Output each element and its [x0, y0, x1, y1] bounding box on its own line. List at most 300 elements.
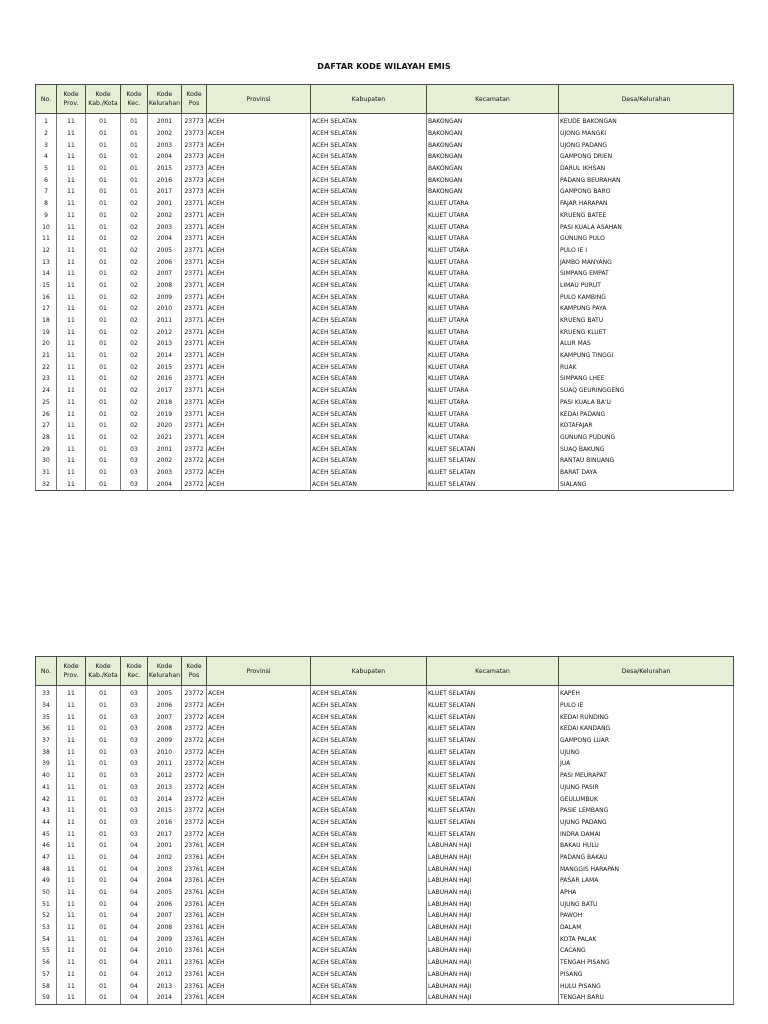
cell-kode-prov: 11: [57, 139, 86, 151]
cell-kode-kec: 01: [121, 174, 148, 186]
cell-kabupaten: ACEH SELATAN: [311, 174, 427, 186]
cell-kecamatan: LABUHAN HAJI: [427, 852, 559, 864]
cell-desa-kelurahan: GAMPONG BARO: [559, 186, 734, 198]
cell-kode-kelurahan: 2016: [148, 174, 182, 186]
cell-kecamatan: KLUET SELATAN: [427, 467, 559, 479]
cell-no: 23: [36, 373, 57, 385]
cell-kode-kelurahan: 2013: [148, 782, 182, 794]
cell-kode-pos: 23761: [182, 910, 207, 922]
cell-kecamatan: KLUET UTARA: [427, 385, 559, 397]
cell-kode-kec: 04: [121, 875, 148, 887]
cell-kode-pos: 23761: [182, 898, 207, 910]
table-row: [36, 723, 734, 735]
cell-kode-kab: 01: [86, 128, 121, 140]
cell-kode-kelurahan: 2007: [148, 910, 182, 922]
header-kode-kab: Kode Kab./Kota: [86, 85, 121, 114]
cell-kode-prov: 11: [57, 350, 86, 362]
cell-provinsi: ACEH: [207, 957, 311, 969]
header-no: No.: [36, 657, 57, 686]
cell-kode-prov: 11: [57, 875, 86, 887]
cell-kode-pos: 23761: [182, 875, 207, 887]
cell-kode-kec: 02: [121, 397, 148, 409]
cell-provinsi: ACEH: [207, 186, 311, 198]
cell-kabupaten: ACEH SELATAN: [311, 432, 427, 444]
cell-kode-kec: 04: [121, 957, 148, 969]
cell-kecamatan: LABUHAN HAJI: [427, 945, 559, 957]
cell-kode-kab: 01: [86, 139, 121, 151]
cell-kabupaten: ACEH SELATAN: [311, 933, 427, 945]
cell-kode-kab: 01: [86, 326, 121, 338]
region-code-table: [35, 84, 734, 491]
cell-kode-kab: 01: [86, 350, 121, 362]
table-row: [36, 420, 734, 432]
cell-kecamatan: KLUET SELATAN: [427, 723, 559, 735]
cell-kode-prov: 11: [57, 945, 86, 957]
cell-kode-kec: 03: [121, 828, 148, 840]
header-kecamatan: Kecamatan: [427, 657, 559, 686]
table-row: [36, 268, 734, 280]
cell-kecamatan: LABUHAN HAJI: [427, 863, 559, 875]
cell-no: 38: [36, 746, 57, 758]
cell-kabupaten: ACEH SELATAN: [311, 805, 427, 817]
cell-desa-kelurahan: PASI KUALA BA'U: [559, 397, 734, 409]
cell-kode-kec: 04: [121, 898, 148, 910]
cell-kabupaten: ACEH SELATAN: [311, 455, 427, 467]
cell-kecamatan: LABUHAN HAJI: [427, 887, 559, 899]
cell-kabupaten: ACEH SELATAN: [311, 291, 427, 303]
cell-kecamatan: KLUET SELATAN: [427, 686, 559, 700]
cell-kecamatan: KLUET UTARA: [427, 210, 559, 222]
cell-no: 31: [36, 467, 57, 479]
cell-kode-kec: 02: [121, 268, 148, 280]
cell-desa-kelurahan: UJUNG BATU: [559, 898, 734, 910]
cell-desa-kelurahan: RUAK: [559, 361, 734, 373]
cell-kode-kec: 03: [121, 805, 148, 817]
cell-provinsi: ACEH: [207, 432, 311, 444]
cell-provinsi: ACEH: [207, 233, 311, 245]
table-row: [36, 898, 734, 910]
table-row: [36, 361, 734, 373]
cell-kabupaten: ACEH SELATAN: [311, 338, 427, 350]
cell-kabupaten: ACEH SELATAN: [311, 420, 427, 432]
table-row: [36, 350, 734, 362]
cell-kode-prov: 11: [57, 186, 86, 198]
cell-no: 40: [36, 770, 57, 782]
cell-desa-kelurahan: TENGAH BARU: [559, 992, 734, 1004]
header-kabupaten: Kabupaten: [311, 85, 427, 114]
cell-kabupaten: ACEH SELATAN: [311, 186, 427, 198]
cell-provinsi: ACEH: [207, 770, 311, 782]
cell-kode-pos: 23771: [182, 338, 207, 350]
cell-kabupaten: ACEH SELATAN: [311, 467, 427, 479]
cell-desa-kelurahan: GAMPONG DRIEN: [559, 151, 734, 163]
cell-provinsi: ACEH: [207, 711, 311, 723]
cell-kode-kelurahan: 2014: [148, 793, 182, 805]
cell-provinsi: ACEH: [207, 198, 311, 210]
cell-kode-kec: 01: [121, 114, 148, 128]
header-kode-prov: Kode Prov.: [57, 85, 86, 114]
header-kode-kec: Kode Kec.: [121, 85, 148, 114]
cell-kode-kab: 01: [86, 385, 121, 397]
cell-kabupaten: ACEH SELATAN: [311, 210, 427, 222]
cell-desa-kelurahan: GUNUNG PUDUNG: [559, 432, 734, 444]
cell-kode-kab: 01: [86, 221, 121, 233]
header-kabupaten: Kabupaten: [311, 657, 427, 686]
cell-provinsi: ACEH: [207, 315, 311, 327]
cell-kode-prov: 11: [57, 887, 86, 899]
header-desa-kelurahan: Desa/Kelurahan: [559, 85, 734, 114]
cell-kode-kelurahan: 2015: [148, 163, 182, 175]
table-row: [36, 151, 734, 163]
table-row: [36, 373, 734, 385]
cell-desa-kelurahan: KRUENG BATEE: [559, 210, 734, 222]
cell-kode-kec: 02: [121, 432, 148, 444]
cell-kabupaten: ACEH SELATAN: [311, 922, 427, 934]
cell-desa-kelurahan: SIALANG: [559, 478, 734, 490]
cell-kode-kelurahan: 2014: [148, 350, 182, 362]
cell-provinsi: ACEH: [207, 875, 311, 887]
table-row: [36, 408, 734, 420]
cell-kode-pos: 23771: [182, 385, 207, 397]
cell-kode-kelurahan: 2001: [148, 114, 182, 128]
cell-desa-kelurahan: ALUR MAS: [559, 338, 734, 350]
cell-desa-kelurahan: TENGAH PISANG: [559, 957, 734, 969]
cell-kode-kab: 01: [86, 210, 121, 222]
cell-kabupaten: ACEH SELATAN: [311, 887, 427, 899]
cell-desa-kelurahan: CACANG: [559, 945, 734, 957]
cell-provinsi: ACEH: [207, 361, 311, 373]
table-row: [36, 933, 734, 945]
cell-kode-kab: 01: [86, 233, 121, 245]
cell-kode-kab: 01: [86, 782, 121, 794]
cell-kode-prov: 11: [57, 408, 86, 420]
cell-desa-kelurahan: UJUNG PASIR: [559, 782, 734, 794]
cell-kode-kelurahan: 2004: [148, 478, 182, 490]
cell-kecamatan: KLUET SELATAN: [427, 700, 559, 712]
cell-kode-kec: 02: [121, 303, 148, 315]
cell-kode-kec: 04: [121, 922, 148, 934]
cell-kecamatan: LABUHAN HAJI: [427, 898, 559, 910]
cell-provinsi: ACEH: [207, 245, 311, 257]
cell-kecamatan: BAKONGAN: [427, 151, 559, 163]
cell-kode-kelurahan: 2020: [148, 420, 182, 432]
cell-kode-prov: 11: [57, 128, 86, 140]
cell-kode-kelurahan: 2006: [148, 898, 182, 910]
cell-kode-kab: 01: [86, 361, 121, 373]
cell-desa-kelurahan: KAPEH: [559, 686, 734, 700]
cell-kabupaten: ACEH SELATAN: [311, 758, 427, 770]
header-provinsi: Provinsi: [207, 85, 311, 114]
cell-no: 15: [36, 280, 57, 292]
cell-no: 3: [36, 139, 57, 151]
cell-desa-kelurahan: GEULUMBUK: [559, 793, 734, 805]
cell-desa-kelurahan: KEDAI KANDANG: [559, 723, 734, 735]
table-row: [36, 455, 734, 467]
cell-provinsi: ACEH: [207, 443, 311, 455]
cell-kabupaten: ACEH SELATAN: [311, 686, 427, 700]
cell-kecamatan: KLUET SELATAN: [427, 793, 559, 805]
document-page-2: [0, 590, 768, 1024]
cell-kode-prov: 11: [57, 828, 86, 840]
cell-kode-pos: 23772: [182, 686, 207, 700]
header-no: No.: [36, 85, 57, 114]
cell-kode-pos: 23771: [182, 198, 207, 210]
cell-no: 43: [36, 805, 57, 817]
cell-kode-kec: 02: [121, 291, 148, 303]
cell-provinsi: ACEH: [207, 828, 311, 840]
cell-desa-kelurahan: DARUL IKHSAN: [559, 163, 734, 175]
cell-kode-kab: 01: [86, 373, 121, 385]
cell-kode-kelurahan: 2004: [148, 151, 182, 163]
cell-no: 37: [36, 735, 57, 747]
cell-kecamatan: KLUET SELATAN: [427, 455, 559, 467]
cell-no: 39: [36, 758, 57, 770]
cell-kode-pos: 23771: [182, 361, 207, 373]
cell-no: 45: [36, 828, 57, 840]
cell-kecamatan: KLUET SELATAN: [427, 735, 559, 747]
cell-no: 1: [36, 114, 57, 128]
cell-kode-prov: 11: [57, 770, 86, 782]
cell-kecamatan: KLUET SELATAN: [427, 478, 559, 490]
cell-kode-prov: 11: [57, 980, 86, 992]
cell-desa-kelurahan: SUAQ GEURINGGENG: [559, 385, 734, 397]
cell-desa-kelurahan: PASIE LEMBANG: [559, 805, 734, 817]
table-header-row: [36, 85, 734, 114]
cell-kecamatan: LABUHAN HAJI: [427, 922, 559, 934]
cell-desa-kelurahan: BAKAU HULU: [559, 840, 734, 852]
cell-kode-kelurahan: 2008: [148, 922, 182, 934]
cell-kode-kelurahan: 2009: [148, 933, 182, 945]
cell-kecamatan: BAKONGAN: [427, 163, 559, 175]
cell-kode-prov: 11: [57, 256, 86, 268]
cell-kode-kec: 01: [121, 128, 148, 140]
cell-kode-kec: 02: [121, 210, 148, 222]
cell-kecamatan: KLUET SELATAN: [427, 817, 559, 829]
cell-kode-kab: 01: [86, 910, 121, 922]
header-kode-pos: Kode Pos: [182, 657, 207, 686]
cell-desa-kelurahan: DALAM: [559, 922, 734, 934]
cell-provinsi: ACEH: [207, 280, 311, 292]
cell-kode-kelurahan: 2012: [148, 326, 182, 338]
cell-kode-kelurahan: 2002: [148, 455, 182, 467]
table-row: [36, 817, 734, 829]
cell-kode-kec: 02: [121, 221, 148, 233]
cell-desa-kelurahan: SIMPANG LHEE: [559, 373, 734, 385]
cell-kode-kab: 01: [86, 198, 121, 210]
cell-kode-kec: 02: [121, 315, 148, 327]
table-row: [36, 957, 734, 969]
cell-kode-kec: 03: [121, 782, 148, 794]
cell-no: 50: [36, 887, 57, 899]
cell-kode-kec: 01: [121, 139, 148, 151]
cell-kode-kec: 01: [121, 163, 148, 175]
table-row: [36, 443, 734, 455]
cell-kode-kelurahan: 2017: [148, 828, 182, 840]
cell-kode-pos: 23771: [182, 268, 207, 280]
cell-kode-kelurahan: 2011: [148, 957, 182, 969]
cell-desa-kelurahan: PULO KAMBING: [559, 291, 734, 303]
cell-kode-kec: 03: [121, 817, 148, 829]
cell-kode-kelurahan: 2007: [148, 268, 182, 280]
cell-kecamatan: KLUET UTARA: [427, 326, 559, 338]
cell-kabupaten: ACEH SELATAN: [311, 828, 427, 840]
table-row: [36, 746, 734, 758]
table-row: [36, 735, 734, 747]
cell-desa-kelurahan: APHA: [559, 887, 734, 899]
cell-kode-prov: 11: [57, 852, 86, 864]
cell-kode-kelurahan: 2003: [148, 467, 182, 479]
cell-kode-kec: 03: [121, 467, 148, 479]
cell-kode-kec: 02: [121, 361, 148, 373]
cell-kode-prov: 11: [57, 233, 86, 245]
cell-kabupaten: ACEH SELATAN: [311, 350, 427, 362]
cell-no: 36: [36, 723, 57, 735]
table-row: [36, 969, 734, 981]
cell-desa-kelurahan: PADANG BAKAU: [559, 852, 734, 864]
cell-desa-kelurahan: KOTAFAJAR: [559, 420, 734, 432]
cell-no: 47: [36, 852, 57, 864]
cell-kabupaten: ACEH SELATAN: [311, 945, 427, 957]
table-row: [36, 186, 734, 198]
cell-kecamatan: KLUET SELATAN: [427, 443, 559, 455]
cell-provinsi: ACEH: [207, 256, 311, 268]
cell-kode-kec: 02: [121, 245, 148, 257]
cell-kode-kec: 04: [121, 969, 148, 981]
cell-kode-kec: 03: [121, 758, 148, 770]
cell-kode-prov: 11: [57, 338, 86, 350]
cell-kode-kab: 01: [86, 432, 121, 444]
cell-kecamatan: KLUET UTARA: [427, 221, 559, 233]
cell-kode-prov: 11: [57, 397, 86, 409]
cell-kode-kec: 03: [121, 700, 148, 712]
cell-kode-kelurahan: 2010: [148, 746, 182, 758]
cell-no: 51: [36, 898, 57, 910]
cell-kabupaten: ACEH SELATAN: [311, 746, 427, 758]
cell-kode-prov: 11: [57, 782, 86, 794]
cell-provinsi: ACEH: [207, 700, 311, 712]
cell-kode-kab: 01: [86, 980, 121, 992]
cell-kode-pos: 23761: [182, 980, 207, 992]
cell-kode-kec: 03: [121, 455, 148, 467]
cell-kecamatan: KLUET UTARA: [427, 198, 559, 210]
cell-kode-prov: 11: [57, 793, 86, 805]
cell-kode-kelurahan: 2008: [148, 280, 182, 292]
cell-desa-kelurahan: PULO IE: [559, 700, 734, 712]
cell-kode-prov: 11: [57, 746, 86, 758]
cell-kabupaten: ACEH SELATAN: [311, 114, 427, 128]
cell-kode-kelurahan: 2004: [148, 233, 182, 245]
cell-kode-prov: 11: [57, 443, 86, 455]
cell-kode-prov: 11: [57, 863, 86, 875]
table-row: [36, 174, 734, 186]
cell-kode-kab: 01: [86, 817, 121, 829]
cell-provinsi: ACEH: [207, 863, 311, 875]
cell-kecamatan: LABUHAN HAJI: [427, 910, 559, 922]
cell-kabupaten: ACEH SELATAN: [311, 793, 427, 805]
cell-kode-kelurahan: 2015: [148, 361, 182, 373]
cell-kode-kelurahan: 2010: [148, 945, 182, 957]
cell-kode-prov: 11: [57, 933, 86, 945]
cell-no: 26: [36, 408, 57, 420]
cell-kode-kec: 02: [121, 198, 148, 210]
cell-kode-kec: 04: [121, 992, 148, 1004]
table-row: [36, 163, 734, 175]
cell-desa-kelurahan: GUNUNG PULO: [559, 233, 734, 245]
table-row: [36, 700, 734, 712]
cell-kode-kec: 04: [121, 887, 148, 899]
cell-kode-pos: 23772: [182, 723, 207, 735]
cell-kabupaten: ACEH SELATAN: [311, 198, 427, 210]
cell-kode-kelurahan: 2010: [148, 303, 182, 315]
cell-kabupaten: ACEH SELATAN: [311, 969, 427, 981]
cell-provinsi: ACEH: [207, 840, 311, 852]
cell-kode-kelurahan: 2006: [148, 256, 182, 268]
cell-provinsi: ACEH: [207, 268, 311, 280]
cell-desa-kelurahan: PASI MEURAPAT: [559, 770, 734, 782]
cell-provinsi: ACEH: [207, 174, 311, 186]
cell-kode-kab: 01: [86, 992, 121, 1004]
header-kode-prov: Kode Prov.: [57, 657, 86, 686]
cell-kode-kelurahan: 2016: [148, 373, 182, 385]
cell-kode-pos: 23761: [182, 969, 207, 981]
cell-kode-kelurahan: 2009: [148, 735, 182, 747]
table-row: [36, 256, 734, 268]
cell-kecamatan: KLUET UTARA: [427, 291, 559, 303]
header-kode-pos: Kode Pos: [182, 85, 207, 114]
cell-desa-kelurahan: PISANG: [559, 969, 734, 981]
cell-desa-kelurahan: KEDAI RUNDING: [559, 711, 734, 723]
cell-kode-pos: 23771: [182, 373, 207, 385]
cell-kode-pos: 23771: [182, 210, 207, 222]
cell-kabupaten: ACEH SELATAN: [311, 723, 427, 735]
cell-kode-prov: 11: [57, 758, 86, 770]
cell-kode-kec: 02: [121, 408, 148, 420]
table-row: [36, 793, 734, 805]
cell-desa-kelurahan: SIMPANG EMPAT: [559, 268, 734, 280]
cell-kecamatan: KLUET UTARA: [427, 397, 559, 409]
cell-kode-kelurahan: 2002: [148, 210, 182, 222]
cell-desa-kelurahan: LIMAU PURUT: [559, 280, 734, 292]
table-row: [36, 686, 734, 700]
cell-kabupaten: ACEH SELATAN: [311, 957, 427, 969]
cell-kode-kelurahan: 2012: [148, 969, 182, 981]
cell-kode-prov: 11: [57, 163, 86, 175]
cell-no: 52: [36, 910, 57, 922]
cell-kode-kelurahan: 2019: [148, 408, 182, 420]
header-kode-kelurahan: Kode Kelurahan: [148, 657, 182, 686]
cell-kecamatan: LABUHAN HAJI: [427, 957, 559, 969]
cell-kode-pos: 23772: [182, 782, 207, 794]
cell-no: 5: [36, 163, 57, 175]
table-row: [36, 221, 734, 233]
cell-kode-kab: 01: [86, 245, 121, 257]
cell-kode-kelurahan: 2003: [148, 221, 182, 233]
cell-no: 59: [36, 992, 57, 1004]
cell-kode-pos: 23772: [182, 805, 207, 817]
cell-no: 58: [36, 980, 57, 992]
cell-kecamatan: KLUET SELATAN: [427, 782, 559, 794]
table-row: [36, 397, 734, 409]
cell-no: 14: [36, 268, 57, 280]
cell-kode-pos: 23772: [182, 711, 207, 723]
cell-kode-kec: 04: [121, 933, 148, 945]
cell-desa-kelurahan: PADANG BEURAHAN: [559, 174, 734, 186]
cell-no: 12: [36, 245, 57, 257]
cell-kecamatan: LABUHAN HAJI: [427, 875, 559, 887]
cell-no: 46: [36, 840, 57, 852]
cell-kode-kab: 01: [86, 114, 121, 128]
cell-kode-kec: 01: [121, 186, 148, 198]
